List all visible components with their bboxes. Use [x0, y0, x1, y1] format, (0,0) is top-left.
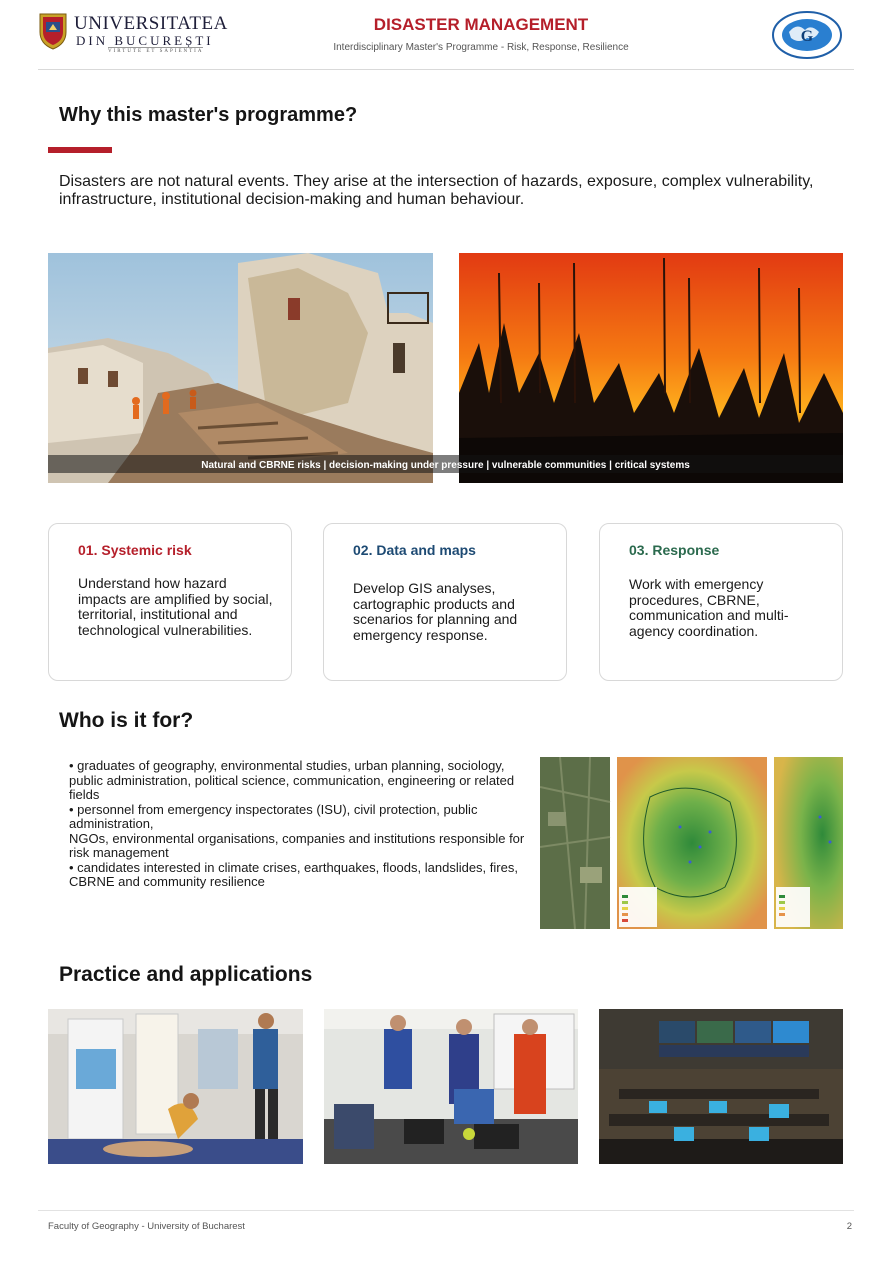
practice-heading: Practice and applications: [59, 963, 313, 986]
hero-photos: [48, 253, 843, 483]
card-body: Develop GIS analyses, cartographic products and scenarios for planning and emergency response.: [353, 580, 518, 643]
faculty-logo: [771, 10, 843, 60]
page-header: [38, 0, 854, 70]
list-item: • personnel from emergency inspectorates (ISU), civil protection, public administration,: [69, 801, 478, 831]
why-intro-text: Disasters are not natural events. They arise at the intersection of hazards, exposure, complex vulnerability, infrastructure, institutional decision-making and human behaviour.: [59, 173, 814, 208]
page-footer: [38, 1210, 854, 1240]
emergency-exercise-photo: [324, 1009, 578, 1164]
earthquake-photo: [48, 253, 433, 483]
who-heading: Who is it for?: [59, 709, 194, 732]
list-item: CBRNE and community resilience: [69, 874, 265, 889]
card-body: Understand how hazard impacts are amplified by social, territorial, institutional and technological vulnerabilities.: [78, 575, 273, 638]
list-item: • candidates interested in climate crises, earthquakes, floods, landslides, fires,: [69, 859, 518, 875]
cpr-training-photo: [48, 1009, 303, 1164]
university-motto: VIRTUTE ET SAPIENTIA: [108, 49, 204, 54]
university-crest-icon: [38, 12, 68, 50]
university-name-line1: UNIVERSITATEA: [74, 13, 228, 34]
footer-faculty-name: Faculty of Geography - University of Bucharest: [48, 1221, 245, 1232]
card-systemic-risk: [48, 523, 292, 681]
list-item: • graduates of geography, environmental studies, urban planning, sociology,: [69, 758, 505, 773]
card-title: 02. Data and maps: [353, 542, 476, 558]
university-logo: [38, 12, 228, 54]
university-name-line2: DIN BUCUREȘTI: [76, 33, 214, 48]
card-body: Work with emergency procedures, CBRNE, communication and multi-agency coordination.: [629, 576, 789, 639]
accent-bar: [48, 147, 112, 153]
gis-map-images: [540, 757, 843, 929]
card-title: 03. Response: [629, 542, 720, 558]
document-title: DISASTER MANAGEMENT: [373, 15, 589, 34]
why-heading: Why this master's programme?: [59, 104, 358, 126]
faculty-seal-initials: G: [800, 28, 814, 45]
list-item: NGOs, environmental organisations, companies and institutions responsible for risk management: [69, 830, 525, 860]
wildfire-photo: [459, 253, 843, 483]
who-list: [69, 759, 529, 890]
photo-caption: Natural and CBRNE risks | decision-making under pressure | vulnerable communities | critical systems: [201, 460, 690, 471]
card-data-and-maps: [323, 523, 567, 681]
card-title: 01. Systemic risk: [78, 542, 192, 558]
faculty-seal-icon: [771, 10, 843, 60]
document-subtitle: Interdisciplinary Master's Programme - Risk, Response, Resilience: [333, 42, 629, 53]
page-number: 2: [846, 1221, 852, 1232]
control-room-photo: [599, 1009, 843, 1164]
list-item: public administration, political science, communication, engineering or related fields: [69, 772, 515, 802]
card-response: [599, 523, 843, 681]
